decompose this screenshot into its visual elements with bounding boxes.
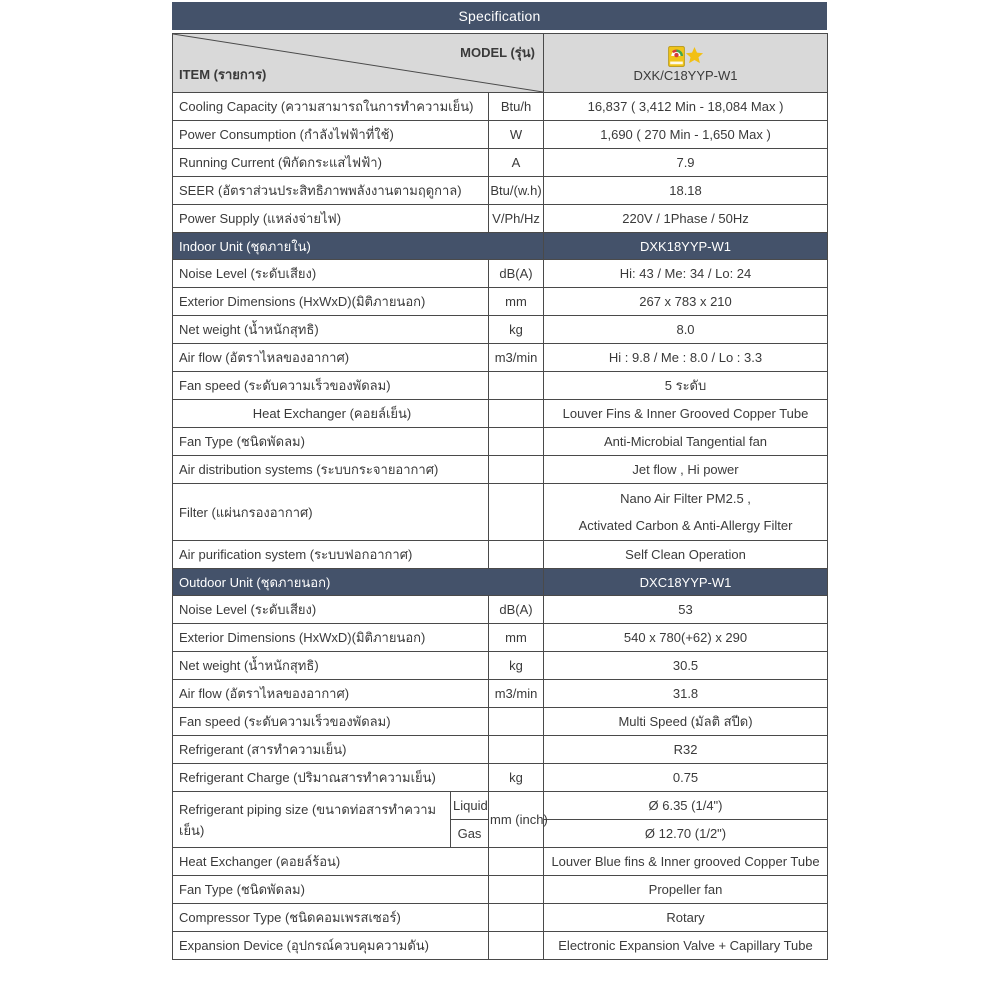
- item-cell: Air flow (อัตราไหลของอากาศ): [173, 680, 489, 708]
- unit-cell: [489, 541, 544, 569]
- spec-row-compressor-type: [173, 904, 828, 932]
- section-label: Indoor Unit (ชุดภายใน): [173, 233, 544, 260]
- unit-cell: [489, 428, 544, 456]
- spec-row-power-consumption: [173, 121, 828, 149]
- value-cell: 1,690 ( 270 Min - 1,650 Max ): [544, 121, 828, 149]
- table-header-row: [173, 34, 828, 93]
- unit-cell: kg: [489, 652, 544, 680]
- item-model-diagonal-cell: [173, 34, 544, 93]
- outdoor-unit-section-header: [173, 569, 828, 596]
- spec-row-refrigerant-charge: [173, 764, 828, 792]
- item-cell: Power Supply (แหล่งจ่ายไฟ): [173, 205, 489, 233]
- spec-row-indoor-dimensions: [173, 288, 828, 316]
- model-header-cell: [544, 34, 828, 93]
- unit-cell: Btu/h: [489, 93, 544, 121]
- unit-cell: kg: [489, 764, 544, 792]
- spec-row-filter: [173, 484, 828, 541]
- value-cell: Self Clean Operation: [544, 541, 828, 569]
- value-cell: Multi Speed (มัลติ สปีด): [544, 708, 828, 736]
- value-cell: R32: [544, 736, 828, 764]
- unit-cell: [489, 372, 544, 400]
- item-cell: Power Consumption (กำลังไฟฟ้าที่ใช้): [173, 121, 489, 149]
- item-cell: Expansion Device (อุปกรณ์ควบคุมความดัน): [173, 932, 489, 960]
- value-cell: 53: [544, 596, 828, 624]
- item-cell: Exterior Dimensions (HxWxD)(มิติภายนอก): [173, 288, 489, 316]
- section-model: DXK18YYP-W1: [544, 233, 828, 260]
- item-cell: Cooling Capacity (ความสามารถในการทำความเย็น): [173, 93, 489, 121]
- item-cell: Air flow (อัตราไหลของอากาศ): [173, 344, 489, 372]
- unit-cell: mm (inch): [489, 792, 544, 848]
- unit-cell: [489, 904, 544, 932]
- unit-cell: V/Ph/Hz: [489, 205, 544, 233]
- spec-row-indoor-fan-type: [173, 428, 828, 456]
- value-cell: Ø 6.35 (1/4"): [544, 792, 828, 820]
- model-header-label: MODEL (รุ่น): [460, 45, 536, 60]
- unit-cell: [489, 456, 544, 484]
- item-cell: Net weight (น้ำหนักสุทธิ): [173, 652, 489, 680]
- value-cell: Hi : 9.8 / Me : 8.0 / Lo : 3.3: [544, 344, 828, 372]
- specification-table: [172, 33, 828, 960]
- spec-row-outdoor-fan-speed: [173, 708, 828, 736]
- star-icon: [685, 46, 704, 65]
- item-cell: Heat Exchanger (คอยล์เย็น): [173, 400, 489, 428]
- spec-row-outdoor-dimensions: [173, 624, 828, 652]
- specification-title-bar: Specification: [172, 2, 827, 30]
- item-cell: Noise Level (ระดับเสียง): [173, 260, 489, 288]
- spec-row-indoor-net-weight: [173, 316, 828, 344]
- unit-cell: W: [489, 121, 544, 149]
- value-cell: 5 ระดับ: [544, 372, 828, 400]
- model-number: DXK/C18YYP-W1: [633, 67, 738, 83]
- value-cell: 16,837 ( 3,412 Min - 18,084 Max ): [544, 93, 828, 121]
- value-cell: 0.75: [544, 764, 828, 792]
- item-cell: Refrigerant piping size (ขนาดท่อสารทำความเย็น): [173, 792, 451, 848]
- item-cell: Refrigerant Charge (ปริมาณสารทำความเย็น): [173, 764, 489, 792]
- filter-value-line-2: Activated Carbon & Anti-Allergy Filter: [578, 518, 793, 533]
- value-cell: Hi: 43 / Me: 34 / Lo: 24: [544, 260, 828, 288]
- energy-saving-label-icon: [668, 46, 685, 67]
- value-cell: 7.9: [544, 149, 828, 177]
- spec-row-air-distribution: [173, 456, 828, 484]
- item-cell: Air purification system (ระบบฟอกอากาศ): [173, 541, 489, 569]
- value-cell: 220V / 1Phase / 50Hz: [544, 205, 828, 233]
- spec-row-cooling-capacity: [173, 93, 828, 121]
- spec-row-air-purification: [173, 541, 828, 569]
- unit-cell: Btu/(w.h): [489, 177, 544, 205]
- value-cell: 30.5: [544, 652, 828, 680]
- unit-cell: dB(A): [489, 596, 544, 624]
- spec-row-refrigerant: [173, 736, 828, 764]
- unit-cell: [489, 848, 544, 876]
- value-cell: Rotary: [544, 904, 828, 932]
- unit-cell: mm: [489, 624, 544, 652]
- spec-row-power-supply: [173, 205, 828, 233]
- item-cell: Heat Exchanger (คอยล์ร้อน): [173, 848, 489, 876]
- item-cell: Compressor Type (ชนิดคอมเพรสเซอร์): [173, 904, 489, 932]
- spec-row-indoor-noise-level: [173, 260, 828, 288]
- section-model: DXC18YYP-W1: [544, 569, 828, 596]
- item-header-label: ITEM (รายการ): [179, 67, 267, 82]
- item-cell: Refrigerant (สารทำความเย็น): [173, 736, 489, 764]
- value-cell: [544, 484, 828, 541]
- spec-row-indoor-air-flow: [173, 344, 828, 372]
- item-cell: Fan Type (ชนิดพัดลม): [173, 876, 489, 904]
- spec-row-outdoor-fan-type: [173, 876, 828, 904]
- item-cell: Fan speed (ระดับความเร็วของพัดลม): [173, 372, 489, 400]
- item-cell: Net weight (น้ำหนักสุทธิ): [173, 316, 489, 344]
- spec-row-outdoor-noise-level: [173, 596, 828, 624]
- unit-cell: mm: [489, 288, 544, 316]
- value-cell: 540 x 780(+62) x 290: [544, 624, 828, 652]
- unit-cell: dB(A): [489, 260, 544, 288]
- value-cell: Anti-Microbial Tangential fan: [544, 428, 828, 456]
- value-cell: 8.0: [544, 316, 828, 344]
- item-cell: Exterior Dimensions (HxWxD)(มิติภายนอก): [173, 624, 489, 652]
- unit-cell: m3/min: [489, 344, 544, 372]
- value-cell: 31.8: [544, 680, 828, 708]
- item-cell: Filter (แผ่นกรองอากาศ): [173, 484, 489, 541]
- value-cell: Jet flow , Hi power: [544, 456, 828, 484]
- spec-row-expansion-device: [173, 932, 828, 960]
- unit-cell: kg: [489, 316, 544, 344]
- unit-cell: [489, 708, 544, 736]
- spec-row-running-current: [173, 149, 828, 177]
- item-cell: Noise Level (ระดับเสียง): [173, 596, 489, 624]
- spec-row-outdoor-heat-exchanger: [173, 848, 828, 876]
- filter-value-line-1: Nano Air Filter PM2.5 ,: [620, 491, 751, 506]
- value-cell: Louver Blue fins & Inner grooved Copper Tube: [544, 848, 828, 876]
- unit-cell: [489, 400, 544, 428]
- item-cell: SEER (อัตราส่วนประสิทธิภาพพลังงานตามฤดูกาล): [173, 177, 489, 205]
- item-cell: Air distribution systems (ระบบกระจายอากาศ): [173, 456, 489, 484]
- value-cell: 18.18: [544, 177, 828, 205]
- section-label: Outdoor Unit (ชุดภายนอก): [173, 569, 544, 596]
- spec-row-seer: [173, 177, 828, 205]
- gas-sub-cell: Gas: [451, 820, 489, 848]
- spec-row-piping-liquid: [173, 792, 828, 820]
- liquid-sub-cell: Liquid: [451, 792, 489, 820]
- spec-row-indoor-heat-exchanger: [173, 400, 828, 428]
- item-cell: Running Current (พิกัดกระแสไฟฟ้า): [173, 149, 489, 177]
- value-cell: Louver Fins & Inner Grooved Copper Tube: [544, 400, 828, 428]
- spec-row-outdoor-air-flow: [173, 680, 828, 708]
- spec-row-outdoor-net-weight: [173, 652, 828, 680]
- item-cell: Fan Type (ชนิดพัดลม): [173, 428, 489, 456]
- model-badges: [544, 46, 827, 68]
- unit-cell: [489, 736, 544, 764]
- unit-cell: A: [489, 149, 544, 177]
- item-cell: Fan speed (ระดับความเร็วของพัดลม): [173, 708, 489, 736]
- unit-cell: m3/min: [489, 680, 544, 708]
- spec-row-indoor-fan-speed: [173, 372, 828, 400]
- value-cell: Propeller fan: [544, 876, 828, 904]
- unit-cell: [489, 932, 544, 960]
- unit-cell: [489, 484, 544, 541]
- value-cell: Electronic Expansion Valve + Capillary Tube: [544, 932, 828, 960]
- unit-cell: [489, 876, 544, 904]
- indoor-unit-section-header: [173, 233, 828, 260]
- value-cell: Ø 12.70 (1/2"): [544, 820, 828, 848]
- value-cell: 267 x 783 x 210: [544, 288, 828, 316]
